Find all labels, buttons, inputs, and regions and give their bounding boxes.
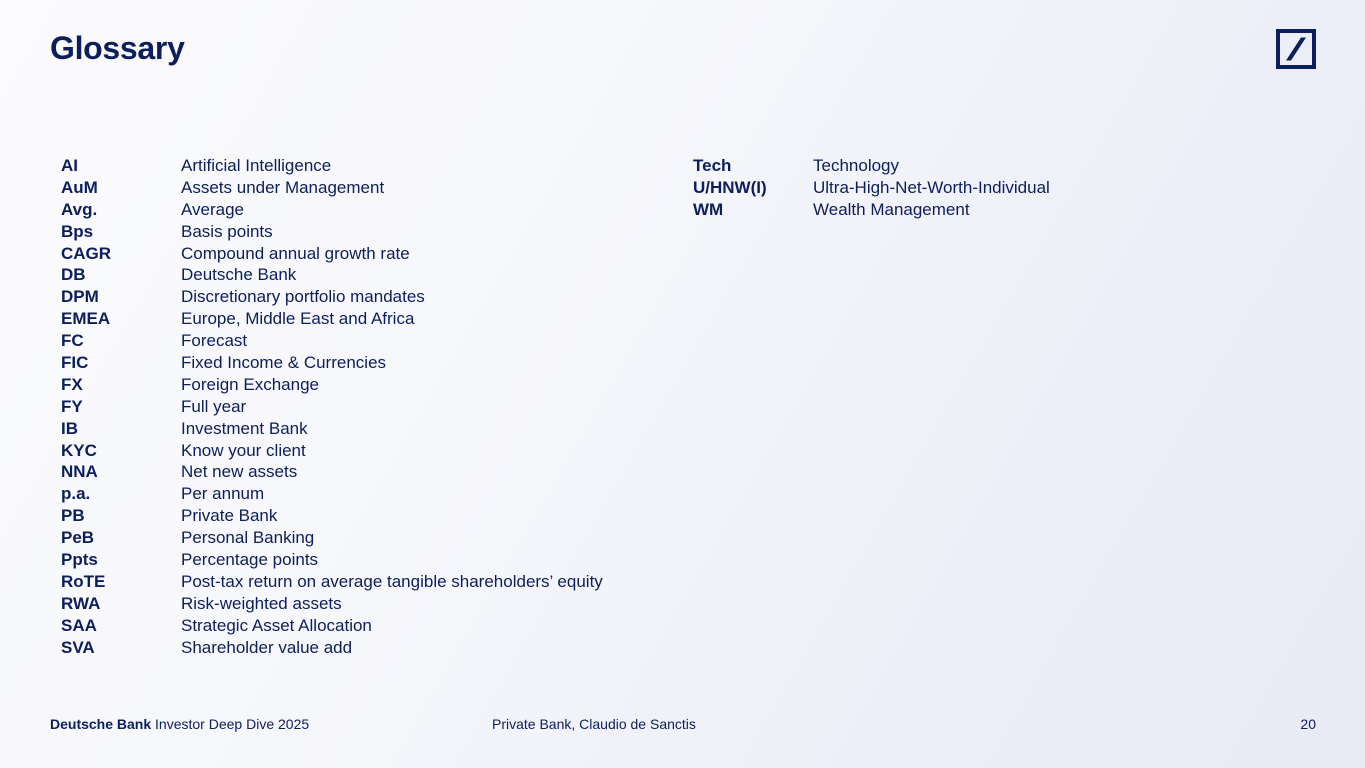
glossary-row [61, 155, 603, 177]
glossary-abbreviation: DPM [61, 287, 99, 307]
glossary-definition: Post-tax return on average tangible shareholders’ equity [181, 571, 603, 591]
glossary-row [61, 637, 603, 659]
glossary-row [61, 505, 603, 527]
glossary-abbreviation: Ppts [61, 550, 98, 570]
glossary-definition: Risk-weighted assets [181, 593, 342, 613]
glossary-list-right [693, 155, 1050, 221]
glossary-definition: Technology [813, 156, 900, 175]
glossary-abbreviation: PeB [61, 528, 95, 548]
glossary-abbreviation: PB [61, 506, 85, 526]
glossary-row [693, 177, 1050, 199]
glossary-row [693, 155, 1050, 177]
glossary-row [61, 418, 603, 440]
glossary-abbreviation: RoTE [61, 571, 106, 591]
glossary-abbreviation: U/HNW(I) [693, 177, 767, 197]
glossary-list-left [61, 155, 603, 658]
glossary-abbreviation: NNA [61, 462, 98, 482]
glossary-abbreviation: WM [693, 199, 724, 219]
glossary-abbreviation: Tech [693, 156, 732, 175]
footer-event: Investor Deep Dive 2025 [151, 716, 310, 732]
glossary-abbreviation: FC [61, 331, 84, 351]
glossary-row [61, 243, 603, 265]
glossary-abbreviation: FX [61, 374, 83, 394]
glossary-definition: Percentage points [181, 550, 319, 570]
glossary-abbreviation: DB [61, 265, 86, 285]
page-title: Glossary [50, 30, 185, 66]
glossary-definition: Basis points [181, 221, 273, 241]
deutsche-bank-logo-icon [1276, 29, 1316, 69]
glossary-row [61, 352, 603, 374]
glossary-row [61, 571, 603, 593]
glossary-definition: Assets under Management [181, 177, 385, 197]
glossary-abbreviation: FY [61, 396, 83, 416]
glossary-abbreviation: IB [61, 418, 78, 438]
glossary-row [61, 199, 603, 221]
glossary-definition: Shareholder value add [181, 637, 353, 657]
glossary-row [61, 483, 603, 505]
glossary-definition: Forecast [181, 331, 248, 351]
glossary-row [61, 374, 603, 396]
glossary-definition: Deutsche Bank [181, 265, 297, 285]
glossary-abbreviation: p.a. [61, 484, 91, 504]
glossary-definition: Average [181, 199, 245, 219]
glossary-definition: Personal Banking [181, 528, 315, 548]
glossary-definition: Foreign Exchange [181, 374, 319, 394]
glossary-row [61, 527, 603, 549]
glossary-row [61, 308, 603, 330]
glossary-row [61, 461, 603, 483]
glossary-definition: Investment Bank [181, 418, 308, 438]
glossary-definition: Fixed Income & Currencies [181, 353, 387, 373]
footer-presenter: Private Bank, Claudio de Sanctis [492, 716, 696, 732]
glossary-abbreviation: Bps [61, 221, 94, 241]
glossary-definition: Discretionary portfolio mandates [181, 287, 425, 307]
glossary-abbreviation: AuM [61, 177, 98, 197]
glossary-definition: Artificial Intelligence [181, 156, 332, 175]
glossary-row [61, 396, 603, 418]
page-number: 20 [1300, 716, 1316, 732]
glossary-row [693, 199, 1050, 221]
glossary-definition: Know your client [181, 440, 306, 460]
glossary-abbreviation: RWA [61, 593, 101, 613]
glossary-definition: Compound annual growth rate [181, 243, 410, 263]
glossary-definition: Strategic Asset Allocation [181, 615, 372, 635]
glossary-abbreviation: EMEA [61, 309, 111, 329]
glossary-row [61, 549, 603, 571]
glossary-row [61, 264, 603, 286]
glossary-abbreviation: CAGR [61, 243, 112, 263]
glossary-row [61, 330, 603, 352]
glossary-row [61, 440, 603, 462]
glossary-definition: Wealth Management [813, 199, 970, 219]
glossary-abbreviation: SAA [61, 615, 97, 635]
glossary-row [61, 286, 603, 308]
glossary-definition: Full year [181, 396, 247, 416]
glossary-definition: Per annum [181, 484, 265, 504]
glossary-definition: Net new assets [181, 462, 298, 482]
glossary-definition: Europe, Middle East and Africa [181, 309, 415, 329]
footer-brand: Deutsche Bank [50, 716, 152, 732]
glossary-abbreviation: FIC [61, 353, 89, 373]
glossary-definition: Private Bank [181, 506, 278, 526]
glossary-abbreviation: KYC [61, 440, 97, 460]
glossary-row [61, 177, 603, 199]
glossary-row [61, 221, 603, 243]
glossary-abbreviation: SVA [61, 637, 95, 657]
footer-source [50, 716, 309, 732]
glossary-row [61, 615, 603, 637]
glossary-abbreviation: Avg. [61, 199, 98, 219]
glossary-definition: Ultra-High-Net-Worth-Individual [813, 177, 1050, 197]
glossary-row [61, 593, 603, 615]
glossary-abbreviation: AI [61, 156, 78, 175]
